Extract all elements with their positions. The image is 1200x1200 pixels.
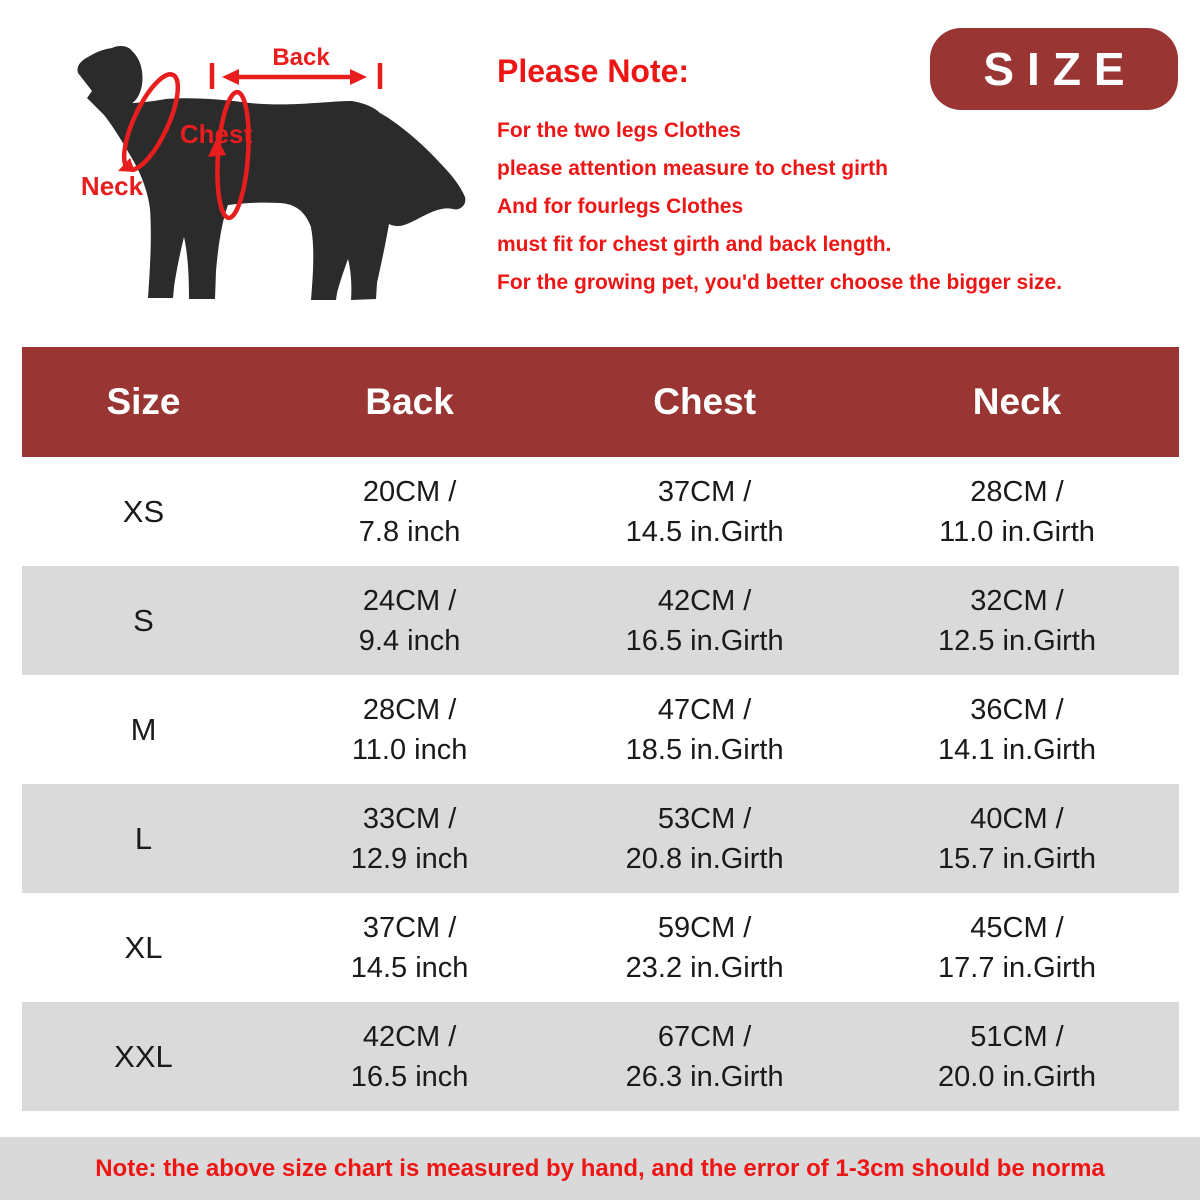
chest-cell: 59CM / 23.2 in.Girth <box>625 911 784 984</box>
size-table <box>22 347 1179 1111</box>
back-cell: 28CM / 11.0 inch <box>351 693 468 766</box>
neck-cell: 45CM / 17.7 in.Girth <box>938 911 1096 984</box>
back-label: Back <box>272 44 330 71</box>
size-cell: XXL <box>114 1038 173 1074</box>
table-row <box>22 1002 1179 1111</box>
neck-cell: 32CM / 12.5 in.Girth <box>938 584 1096 657</box>
col-header-size: Size <box>22 347 265 457</box>
back-cell: 20CM / 7.8 inch <box>358 475 461 548</box>
note-line: And for fourlegs Clothes <box>497 195 744 218</box>
col-header-chest: Chest <box>554 347 855 457</box>
back-cell: 42CM / 16.5 inch <box>350 1020 469 1093</box>
note-line: must fit for chest girth and back length. <box>497 233 892 256</box>
size-cell: M <box>130 711 157 747</box>
size-badge: SIZE <box>930 28 1178 110</box>
back-arrowhead-left <box>222 69 239 85</box>
please-note-lines <box>497 112 1157 302</box>
chest-cell: 42CM / 16.5 in.Girth <box>625 584 784 657</box>
footer-note-text: Note: the above size chart is measured by hand, and the error of 1-3cm should be norma <box>95 1154 1105 1182</box>
chest-cell: 53CM / 20.8 in.Girth <box>625 802 784 875</box>
size-cell: L <box>134 820 153 856</box>
note-line: For the growing pet, you'd better choose the bigger size. <box>497 271 1063 294</box>
size-cell: S <box>133 602 154 638</box>
table-row <box>22 675 1179 784</box>
chest-cell: 47CM / 18.5 in.Girth <box>625 693 784 766</box>
footer-note-bar <box>0 1137 1200 1200</box>
table-row <box>22 566 1179 675</box>
col-header-back: Back <box>265 347 554 457</box>
neck-cell: 40CM / 15.7 in.Girth <box>938 802 1096 875</box>
size-cell: XL <box>124 929 163 965</box>
col-header-neck: Neck <box>855 347 1179 457</box>
note-line: For the two legs Clothes <box>497 119 741 142</box>
neck-cell: 51CM / 20.0 in.Girth <box>938 1020 1096 1093</box>
neck-cell: 28CM / 11.0 in.Girth <box>939 475 1095 548</box>
dog-measurement-diagram <box>60 25 470 315</box>
neck-label: Neck <box>80 171 144 201</box>
size-cell: XS <box>122 493 165 529</box>
back-arrowhead-right <box>350 69 367 85</box>
table-row <box>22 784 1179 893</box>
please-note-heading: Please Note: <box>497 53 690 89</box>
back-cell: 37CM / 14.5 inch <box>350 911 469 984</box>
chest-cell: 67CM / 26.3 in.Girth <box>625 1020 784 1093</box>
back-cell: 33CM / 12.9 inch <box>350 802 469 875</box>
size-table-wrap <box>22 347 1179 1111</box>
table-row <box>22 457 1179 566</box>
back-cell: 24CM / 9.4 inch <box>358 584 461 657</box>
chest-cell: 37CM / 14.5 in.Girth <box>625 475 784 548</box>
neck-cell: 36CM / 14.1 in.Girth <box>938 693 1096 766</box>
neck-girth-arrowhead <box>118 158 135 172</box>
table-row <box>22 893 1179 1002</box>
note-line: please attention measure to chest girth <box>497 157 888 180</box>
table-header-row <box>22 347 1179 457</box>
chest-label: Chest <box>179 119 253 149</box>
